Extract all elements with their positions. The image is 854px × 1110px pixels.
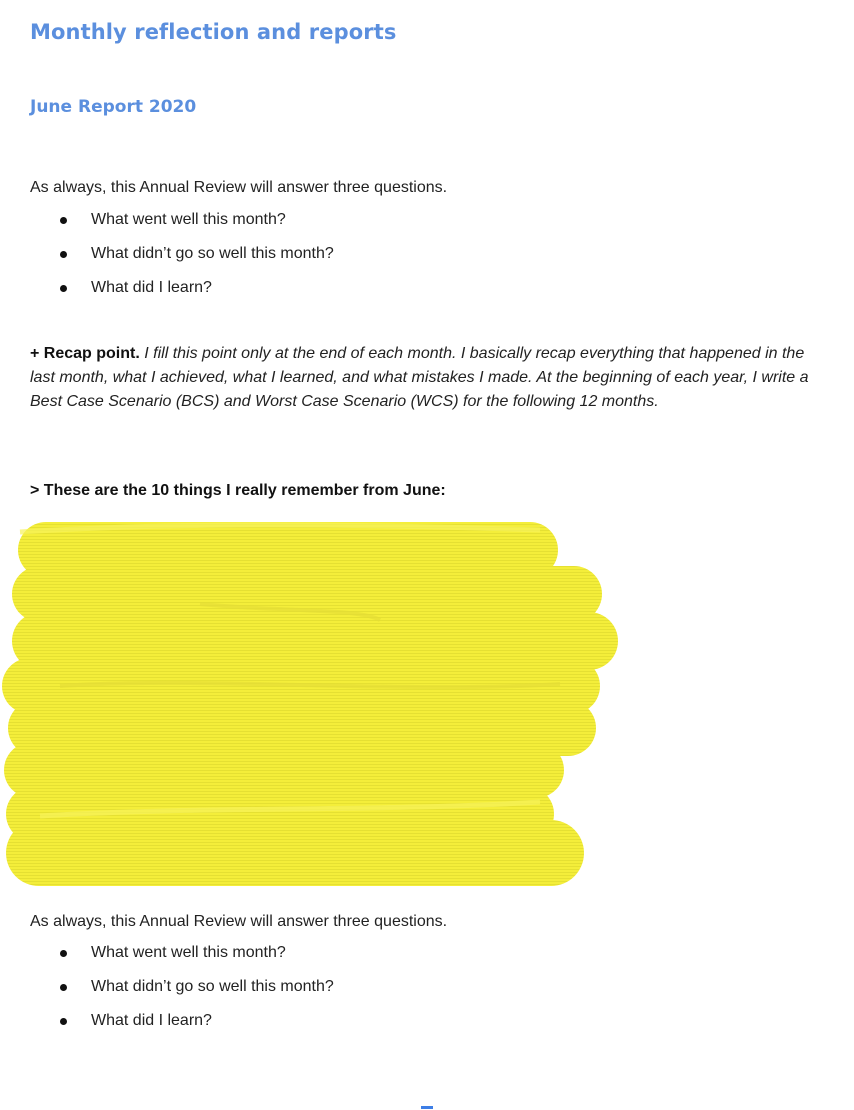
bullet-icon <box>60 217 67 224</box>
bullet-icon <box>60 251 67 258</box>
recap-body: I fill this point only at the end of each month. I basically recap everything that happened in the last month, what I achieved, what I learned, and what mistakes I made. At the beginning of each year, I write a Best Case Scenario (BCS) and Worst Case Scenario (WCS) for the following 12 months. <box>30 345 809 410</box>
recap-paragraph <box>30 342 830 414</box>
intro-text: As always, this Annual Review will answer three questions. <box>30 179 448 196</box>
question-text: What didn’t go so well this month? <box>91 978 334 995</box>
report-heading: June Report 2020 <box>30 97 197 117</box>
bullet-icon <box>60 984 67 991</box>
bullet-icon <box>60 285 67 292</box>
redaction-strokes <box>2 522 618 886</box>
recap-lead: + Recap point. <box>30 345 140 362</box>
scroll-marker <box>421 1106 433 1109</box>
question-text: What went well this month? <box>91 211 286 228</box>
redaction-scribble <box>0 516 625 894</box>
bullet-icon <box>60 950 67 957</box>
document-title: Monthly reflection and reports <box>30 20 397 44</box>
question-text: What did I learn? <box>91 1012 212 1029</box>
question-text: What didn’t go so well this month? <box>91 245 334 262</box>
question-text: What did I learn? <box>91 279 212 296</box>
bullet-icon <box>60 1018 67 1025</box>
question-text: What went well this month? <box>91 944 286 961</box>
remember-heading: > These are the 10 things I really remember from June: <box>30 482 446 499</box>
closing-intro-text: As always, this Annual Review will answer three questions. <box>30 913 448 930</box>
